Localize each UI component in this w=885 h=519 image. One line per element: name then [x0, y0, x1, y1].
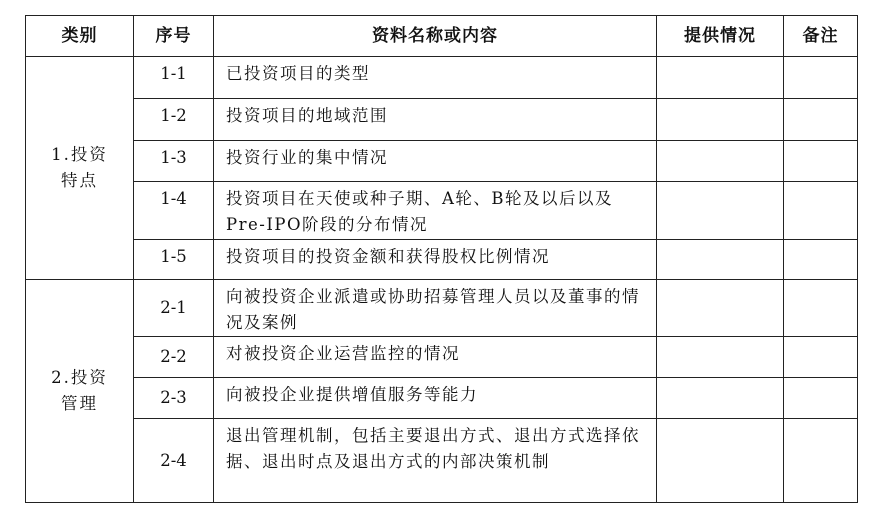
remark-cell	[784, 141, 858, 182]
seq-cell: 1-3	[134, 141, 214, 182]
table-row	[26, 182, 858, 240]
header-content: 资料名称或内容	[214, 16, 657, 57]
content-cell: 已投资项目的类型	[214, 57, 657, 99]
seq-cell: 2-2	[134, 337, 214, 378]
table-row	[26, 240, 858, 280]
header-category: 类别	[26, 16, 134, 57]
provided-cell	[657, 99, 784, 141]
category-label-line1: 1.投资	[51, 145, 108, 164]
document-table	[25, 15, 858, 503]
remark-cell	[784, 337, 858, 378]
seq-cell: 1-4	[134, 182, 214, 240]
seq-cell: 1-1	[134, 57, 214, 99]
table-row	[26, 57, 858, 99]
header-seq: 序号	[134, 16, 214, 57]
header-remark: 备注	[784, 16, 858, 57]
provided-cell	[657, 240, 784, 280]
remark-cell	[784, 240, 858, 280]
category-cell-investment-management	[26, 280, 134, 503]
provided-cell	[657, 419, 784, 503]
category-cell-investment-features	[26, 57, 134, 280]
seq-cell: 1-5	[134, 240, 214, 280]
remark-cell	[784, 57, 858, 99]
remark-cell	[784, 99, 858, 141]
content-cell: 投资项目的地域范围	[214, 99, 657, 141]
table-row	[26, 337, 858, 378]
seq-cell: 1-2	[134, 99, 214, 141]
category-label-line2: 管理	[61, 394, 98, 413]
content-cell: 向被投资企业派遣或协助招募管理人员以及董事的情况及案例	[214, 280, 657, 337]
remark-cell	[784, 419, 858, 503]
table-header-row	[26, 16, 858, 57]
content-cell: 投资行业的集中情况	[214, 141, 657, 182]
provided-cell	[657, 141, 784, 182]
seq-cell: 2-3	[134, 378, 214, 419]
remark-cell	[784, 280, 858, 337]
content-cell: 退出管理机制，包括主要退出方式、退出方式选择依据、退出时点及退出方式的内部决策机制	[214, 419, 657, 503]
content-cell: 对被投资企业运营监控的情况	[214, 337, 657, 378]
category-label-line2: 特点	[61, 171, 98, 190]
content-cell: 向被投企业提供增值服务等能力	[214, 378, 657, 419]
remark-cell	[784, 182, 858, 240]
category-label-line1: 2.投资	[51, 368, 108, 387]
table-row	[26, 99, 858, 141]
provided-cell	[657, 378, 784, 419]
provided-cell	[657, 337, 784, 378]
provided-cell	[657, 182, 784, 240]
table-row	[26, 280, 858, 337]
header-provided: 提供情况	[657, 16, 784, 57]
table-row	[26, 378, 858, 419]
provided-cell	[657, 57, 784, 99]
remark-cell	[784, 378, 858, 419]
seq-cell: 2-4	[134, 419, 214, 503]
table-row	[26, 141, 858, 182]
provided-cell	[657, 280, 784, 337]
table-row	[26, 419, 858, 503]
content-cell: 投资项目在天使或种子期、A轮、B轮及以后以及Pre-IPO阶段的分布情况	[214, 182, 657, 240]
content-cell: 投资项目的投资金额和获得股权比例情况	[214, 240, 657, 280]
seq-cell: 2-1	[134, 280, 214, 337]
